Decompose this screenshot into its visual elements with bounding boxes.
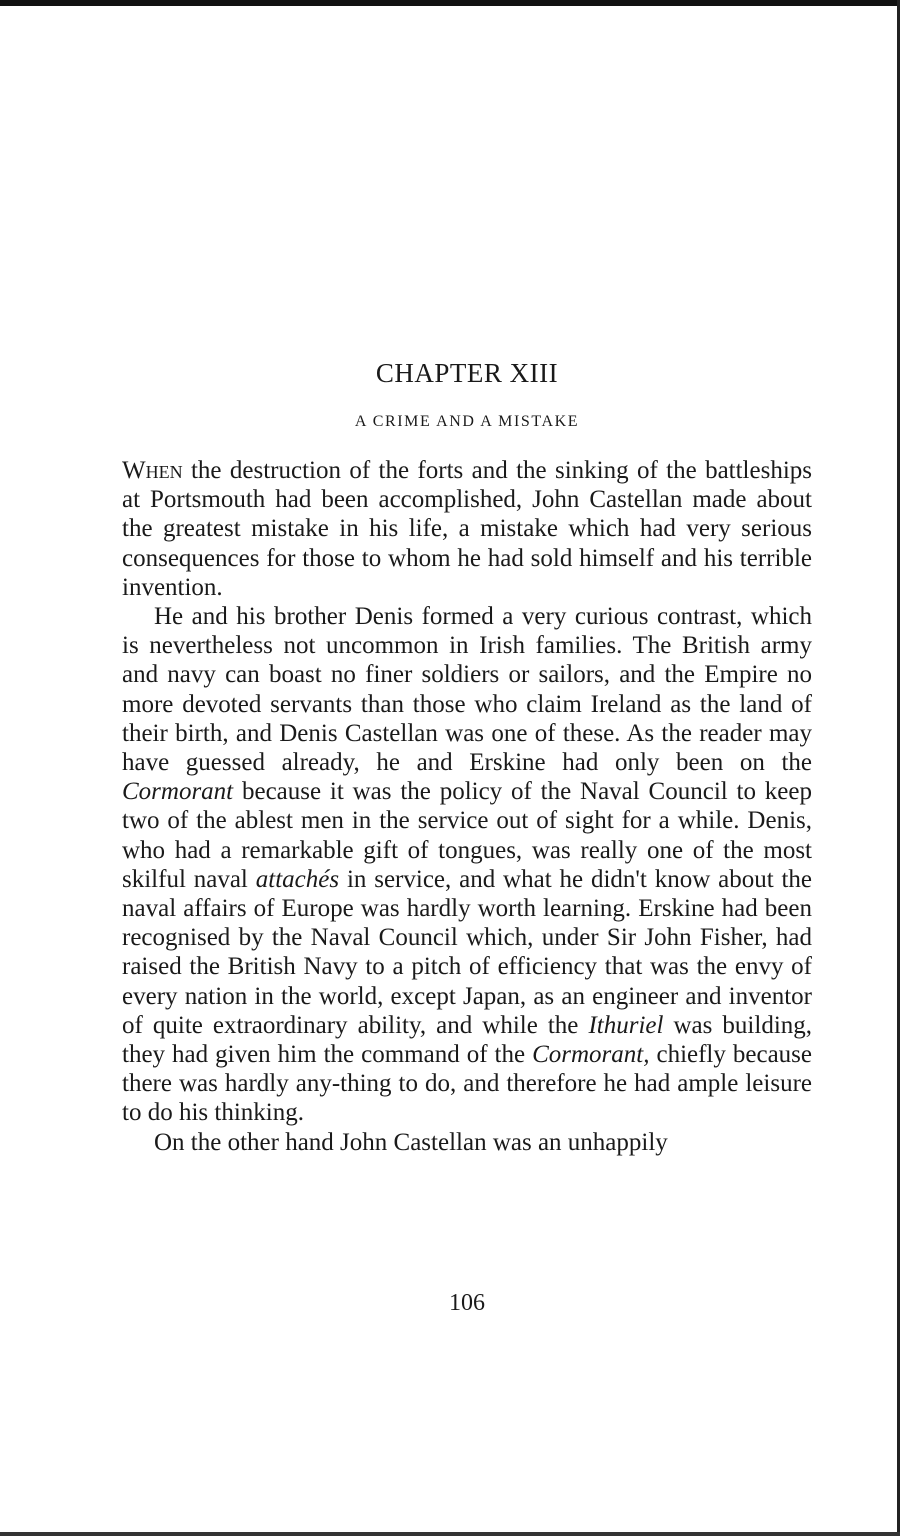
paragraph-text: because it was the policy of the Naval Council to keep two of the ablest men in the service out of sight for a while. Denis, who had a remarkable gift of tongues, was really one of the most skilful naval [122, 778, 812, 893]
paragraph-1 [122, 456, 812, 602]
ship-name: Cormorant [122, 778, 234, 806]
paragraph-text: On the other hand John Castellan was an unhappily [154, 1128, 668, 1156]
ship-name: Ithuriel [588, 1011, 664, 1039]
italic-term: attachés [255, 865, 340, 893]
paragraph-text: was building, they had given him the command of the [122, 1011, 813, 1069]
paragraph-text: He and his brother Denis formed a very curious contrast, which is nevertheless not uncommon in Irish families. The British army and navy can boast no finer soldiers or sailors, and the Empire no more devoted servants than those who claim Ireland as the land of their birth, and Denis Castellan was one of these. As the reader may have guessed already, he and Erskine had only been on the [122, 603, 812, 777]
body-text [122, 456, 812, 1157]
paragraph-3 [122, 1128, 812, 1157]
paragraph-2 [122, 602, 812, 1128]
ship-name: Cormorant, [532, 1041, 650, 1069]
scan-border-top [0, 0, 900, 6]
chapter-subtitle: A CRIME AND A MISTAKE [354, 413, 580, 430]
paragraph-text: the destruction of the forts and the sinking of the battleships at Portsmouth had been accomplished, John Castellan made about the greatest mistake in his life, a mistake which had very serious consequences for those to whom he had sold himself and his terrible invention. [122, 457, 812, 601]
page-number: 106 [449, 1290, 485, 1316]
drop-lead-in: When [122, 457, 183, 484]
scan-border-bottom [0, 1532, 900, 1536]
paragraph-text: chiefly because there was hardly any-thing to do, and therefore he had ample leisure to do his thinking. [122, 1041, 812, 1127]
paragraph-text: in service, and what he didn't know about the naval affairs of Europe was hardly worth learning. Erskine had been recognised by the Naval Council which, under Sir John Fisher, had raised the British Navy to a pitch of efficiency that was the envy of every nation in the world, except Japan, as an engineer and inventor of quite extraordinary ability, and while the [122, 865, 813, 1039]
chapter-title: CHAPTER XIII [375, 358, 559, 388]
